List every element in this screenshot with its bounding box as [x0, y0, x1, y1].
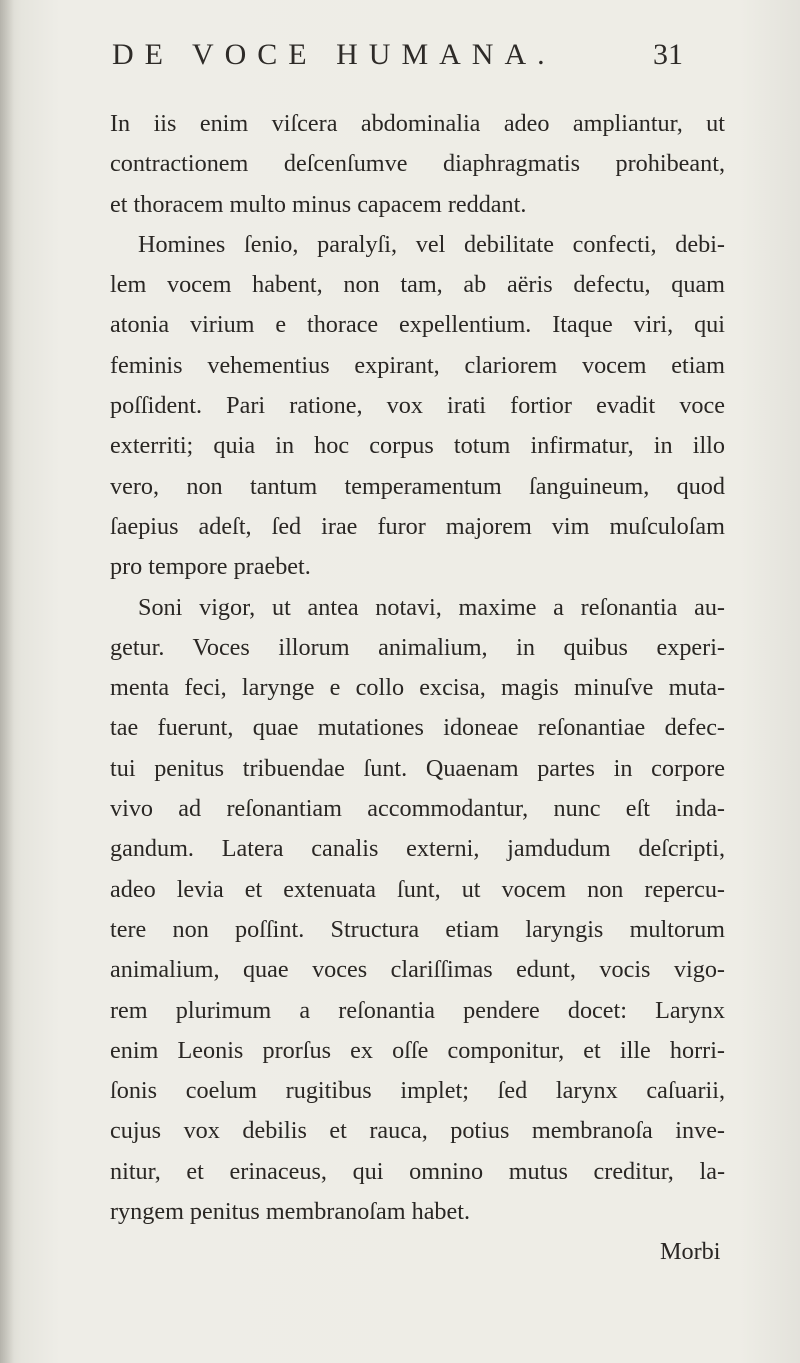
- running-title: DE VOCE HUMANA.: [112, 38, 556, 71]
- text-line: lem vocem habent, non tam, ab aëris defectu, quam: [110, 271, 725, 299]
- page-number: 31: [653, 38, 683, 71]
- text-line: vero, non tantum temperamentum ſanguineum, quod: [110, 472, 725, 500]
- body-text: [110, 104, 725, 1232]
- gutter-shadow: [0, 0, 14, 1363]
- text-line: cujus vox debilis et rauca, potius membranoſa inve-: [110, 1117, 725, 1145]
- text-line: tere non poſſint. Structura etiam laryngis multorum: [110, 915, 725, 943]
- text-line: gandum. Latera canalis externi, jamdudum deſcripti,: [110, 835, 725, 863]
- text-line: pro tempore praebet.: [110, 553, 311, 581]
- text-line: menta feci, larynge e collo excisa, magis minuſve muta-: [110, 674, 725, 702]
- text-line: enim Leonis prorſus ex oſſe componitur, et ille horri-: [110, 1036, 725, 1064]
- text-line: et thoracem multo minus capacem reddant.: [110, 190, 527, 218]
- text-line: ſaepius adeſt, ſed irae furor majorem vim muſculoſam: [110, 512, 725, 540]
- text-line: rem plurimum a reſonantia pendere docet: Larynx: [110, 996, 725, 1024]
- text-line: nitur, et erinaceus, qui omnino mutus creditur, la-: [110, 1157, 725, 1185]
- text-line: ryngem penitus membranoſam habet.: [110, 1198, 471, 1226]
- text-line: atonia virium e thorace expellentium. Itaque viri, qui: [110, 311, 725, 339]
- text-line: getur. Voces illorum animalium, in quibus experi-: [110, 633, 725, 661]
- text-line: exterriti; quia in hoc corpus totum infirmatur, in illo: [110, 432, 725, 460]
- text-line: animalium, quae voces clariſſimas edunt, vocis vigo-: [110, 956, 725, 984]
- text-line: Soni vigor, ut antea notavi, maxime a reſonantia au-: [138, 593, 725, 621]
- text-line: tui penitus tribuendae ſunt. Quaenam partes in corpore: [110, 754, 725, 782]
- text-line: contractionem deſcenſumve diaphragmatis prohibeant,: [110, 150, 725, 178]
- text-line: adeo levia et extenuata ſunt, ut vocem non repercu-: [110, 875, 725, 903]
- text-line: In iis enim viſcera abdominalia adeo ampliantur, ut: [110, 110, 725, 137]
- text-line: tae fuerunt, quae mutationes idoneae reſonantiae defec-: [110, 714, 725, 742]
- text-line: Homines ſenio, paralyſi, vel debilitate confecti, debi-: [138, 230, 725, 258]
- text-line: feminis vehementius expirant, clariorem vocem etiam: [110, 351, 725, 379]
- running-head: [0, 38, 800, 78]
- text-line: poſſident. Pari ratione, vox irati fortior evadit voce: [110, 392, 725, 420]
- catchword: Morbi: [660, 1238, 721, 1265]
- text-line: vivo ad reſonantiam accommodantur, nunc eſt inda-: [110, 795, 725, 823]
- text-line: ſonis coelum rugitibus implet; ſed larynx caſuarii,: [110, 1077, 725, 1105]
